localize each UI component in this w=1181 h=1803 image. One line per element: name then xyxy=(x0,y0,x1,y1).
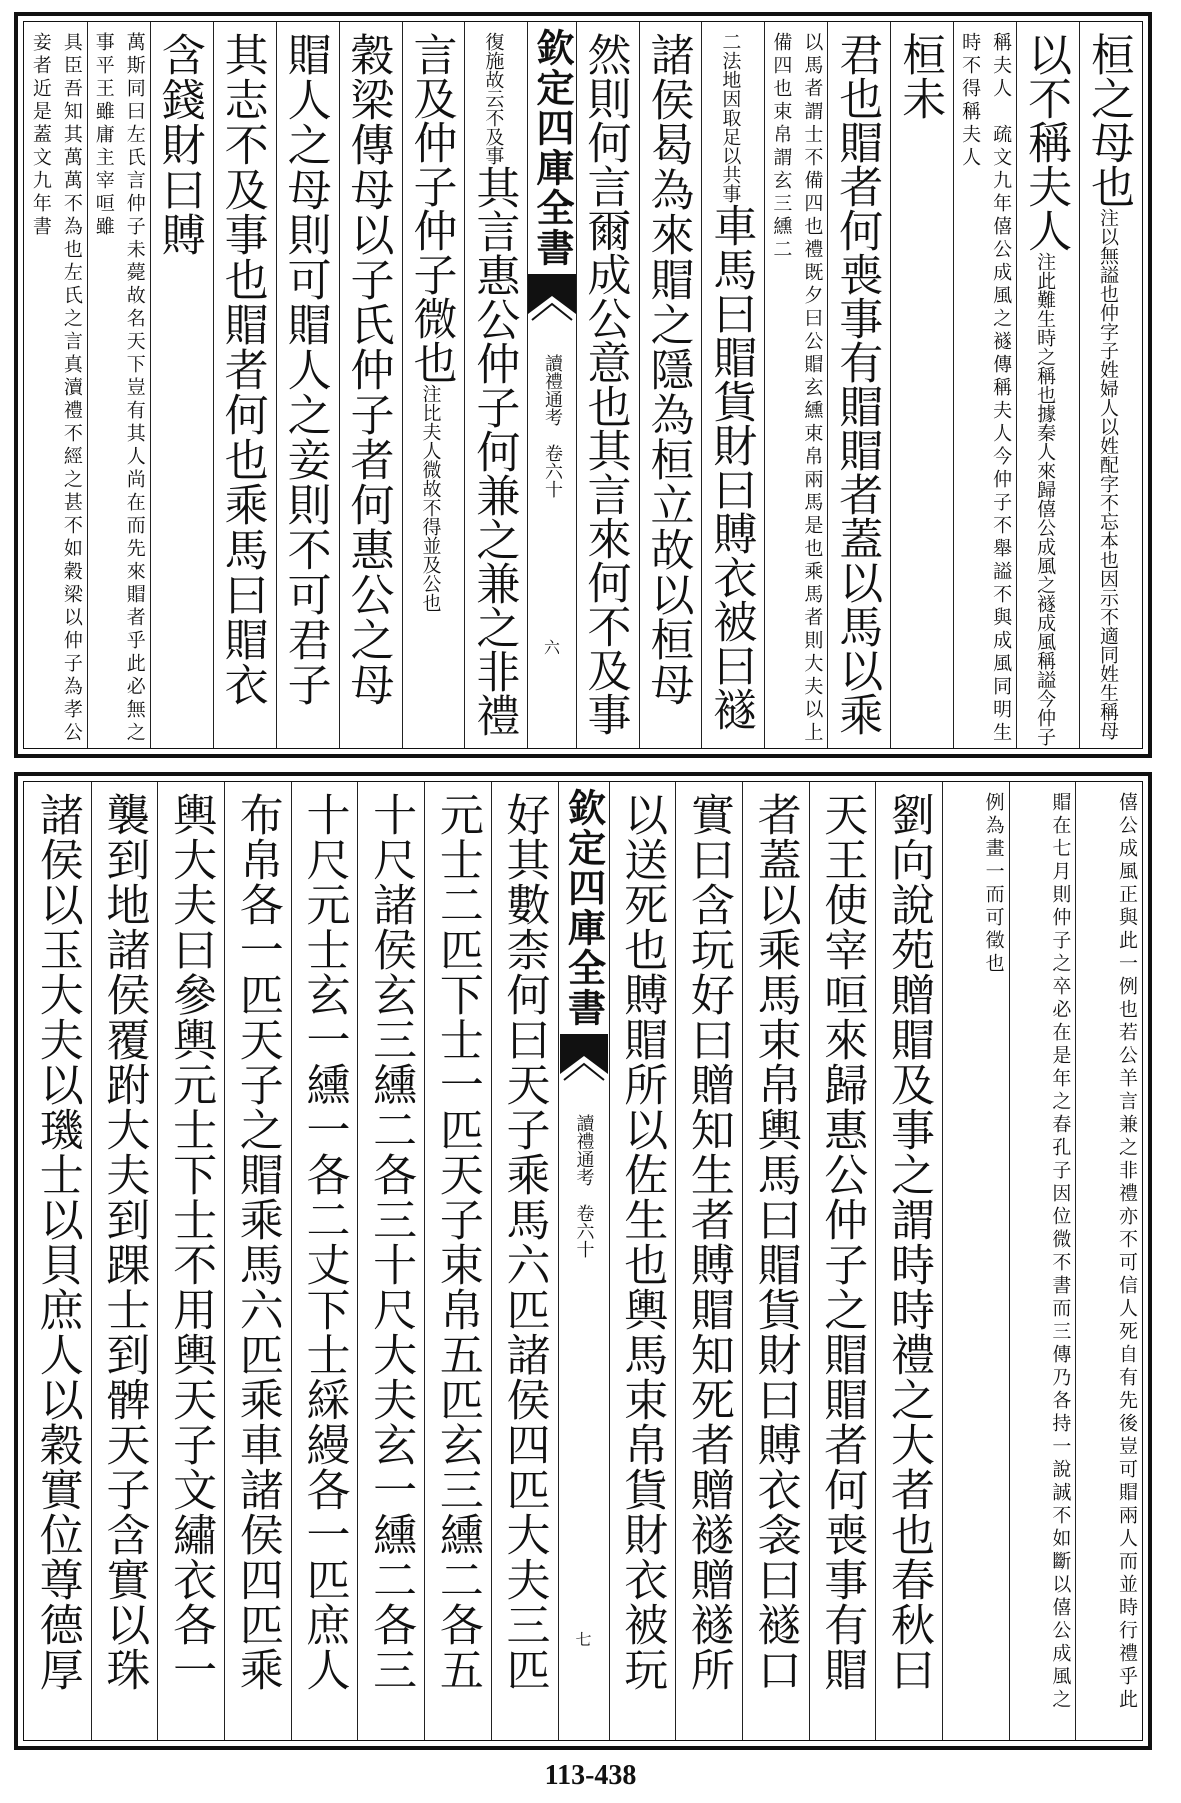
text-column xyxy=(1079,22,1142,748)
text-column xyxy=(150,22,213,748)
main-text: 襲到地諸侯覆跗大夫到踝士到髀天子含實以珠 xyxy=(98,792,150,1692)
text-column xyxy=(809,782,876,1740)
book-title: 欽定四庫全書 xyxy=(561,788,607,1028)
text-column xyxy=(675,782,742,1740)
main-text: 天王使宰咺來歸惠公仲子之賵賵者何喪事有賵 xyxy=(816,792,868,1692)
volume-label: 讀禮通考 卷六十 xyxy=(573,1114,595,1258)
bottom-page-columns xyxy=(23,781,1143,1741)
text-column xyxy=(742,782,809,1740)
main-text: 者蓋以乘馬束帛輿馬曰賵貨財曰賻衣衾曰襚口 xyxy=(749,792,801,1692)
page-number: 113-438 xyxy=(544,1760,637,1791)
main-text: 車馬曰賵貨財曰賻衣被曰襚 xyxy=(705,203,757,731)
commentary-column xyxy=(1009,782,1076,1740)
inline-note: 注比夫人微故不得並及公也 xyxy=(419,384,442,612)
fish-tail-mark-icon xyxy=(528,274,576,344)
text-column xyxy=(224,782,291,1740)
main-text: 賵人之母則可賵人之妾則不可君子 xyxy=(279,32,331,707)
fish-tail-mark-icon xyxy=(560,1034,608,1104)
text-column xyxy=(291,782,358,1740)
commentary-text: 僖公成風正與此一例也若公羊言兼之非禮亦不可信人死自有先後豈可賵兩人而並時行禮乎此 xyxy=(1116,792,1138,1712)
text-column xyxy=(609,782,676,1740)
main-text: 劉向說苑贈賵及事之謂時時禮之大者也春秋曰 xyxy=(882,792,934,1692)
commentary-column xyxy=(1075,782,1142,1740)
text-column xyxy=(827,22,890,748)
commentary-text: 具臣吾知其萬萬不為也左氏之言真瀆禮不經之甚不如穀梁以仲子為孝公妾者近是蓋文九年書 xyxy=(29,32,83,745)
center-fold-strip xyxy=(527,22,575,748)
main-text: 其志不及事也賵者何也乘馬曰賵衣 xyxy=(216,32,268,707)
main-text: 諸侯以玉大夫以璣士以貝庶人以穀實位尊德厚 xyxy=(31,792,83,1692)
text-column xyxy=(91,782,158,1740)
commentary-column xyxy=(953,22,1016,748)
main-text: 然則何言爾成公意也其言來何不及事 xyxy=(579,32,631,736)
inline-note: 注以無謚也仲字子姓婦人以姓配字不忘本也因示不適同姓生稱母 xyxy=(1097,208,1119,740)
inline-note: 復施故云不及事 xyxy=(482,32,505,165)
commentary-text: 萬斯同曰左氏言仲子未薨故名天下豈有其人尚在而先來賵者乎此必無之事平王雖庸主宰咺雖 xyxy=(92,32,146,745)
main-text: 諸侯曷為來賵之隱為桓立故以桓母 xyxy=(642,32,694,707)
top-page-panel xyxy=(14,12,1152,758)
main-text: 好其數柰何曰天子乘馬六匹諸侯四匹大夫三匹 xyxy=(498,792,550,1692)
main-text: 穀梁傳母以子氏仲子者何惠公之母 xyxy=(342,32,394,707)
text-column xyxy=(157,782,224,1740)
text-column xyxy=(339,22,402,748)
volume-label: 讀禮通考 卷六十 xyxy=(541,354,563,498)
text-column xyxy=(1016,22,1079,748)
commentary-column xyxy=(942,782,1009,1740)
text-column xyxy=(213,22,276,748)
top-page-columns xyxy=(23,21,1143,749)
text-column xyxy=(875,782,942,1740)
center-fold-strip xyxy=(558,782,609,1740)
commentary-text: 例為畫一而可徵也 xyxy=(982,792,1005,976)
leaf-number: 六 xyxy=(543,638,560,657)
main-text: 十尺諸侯玄三纁二各三十尺大夫玄一纁二各三 xyxy=(365,792,417,1692)
text-column xyxy=(639,22,702,748)
commentary-text: 以馬者謂士不備四也禮既夕曰公賵玄纁束帛兩馬是也乘馬者則大夫以上備四也束帛謂玄三纁二 xyxy=(770,32,824,745)
commentary-text: 稱夫人 疏文九年僖公成風之襚傳稱夫人今仲子不舉謚不與成風同明生時不得稱夫人 xyxy=(959,32,1013,745)
main-text: 桓之母也 xyxy=(1083,32,1134,208)
main-text: 桓未 xyxy=(894,32,946,120)
text-column xyxy=(701,22,764,748)
commentary-column xyxy=(24,22,87,748)
bottom-page-panel xyxy=(14,772,1152,1750)
text-column xyxy=(424,782,491,1740)
main-text: 元士二匹下士一匹天子束帛五匹玄三纁二各五 xyxy=(431,792,483,1692)
book-title: 欽定四庫全書 xyxy=(529,28,575,268)
main-text: 其言惠公仲子何兼之兼之非禮 xyxy=(468,165,520,737)
main-text: 十尺元士玄一纁一各二丈下士綵縵各一匹庶人 xyxy=(298,792,350,1692)
main-text: 言及仲子仲子微也 xyxy=(405,32,457,384)
inline-note: 二法地因取足以共事 xyxy=(719,32,742,203)
text-column xyxy=(357,782,424,1740)
text-column xyxy=(491,782,558,1740)
leaf-number: 七 xyxy=(575,1630,592,1649)
commentary-column xyxy=(764,22,827,748)
text-column xyxy=(402,22,465,748)
main-text: 布帛各一匹天子之賵乘馬六匹乘車諸侯四匹乘 xyxy=(231,792,283,1692)
main-text: 以送死也賻賵所以佐生也輿馬束帛貨財衣被玩 xyxy=(616,792,668,1692)
main-text: 君也賵者何喪事有賵賵者蓋以馬以乘 xyxy=(831,32,883,736)
text-column xyxy=(576,22,639,748)
main-text: 輿大夫曰參輿元士下士不用輿天子文繡衣各一 xyxy=(165,792,217,1692)
text-column xyxy=(24,782,91,1740)
inline-note: 注此難生時之稱也據秦人來歸僖公成風之襚成風稱謚今仲子 xyxy=(1034,252,1057,746)
main-text: 實曰含玩好曰贈知生者賻賵知死者贈襚贈襚所 xyxy=(682,792,734,1692)
main-text: 以不稱夫人 xyxy=(1020,32,1072,252)
text-column xyxy=(890,22,953,748)
commentary-text: 賵在七月則仲子之卒必在是年之春孔子因位微不書而三傳乃各持一說誠不如斷以僖公成風之 xyxy=(1049,792,1072,1712)
commentary-column xyxy=(87,22,150,748)
text-column xyxy=(464,22,527,748)
text-column xyxy=(276,22,339,748)
main-text: 含錢財曰賻 xyxy=(153,32,205,257)
